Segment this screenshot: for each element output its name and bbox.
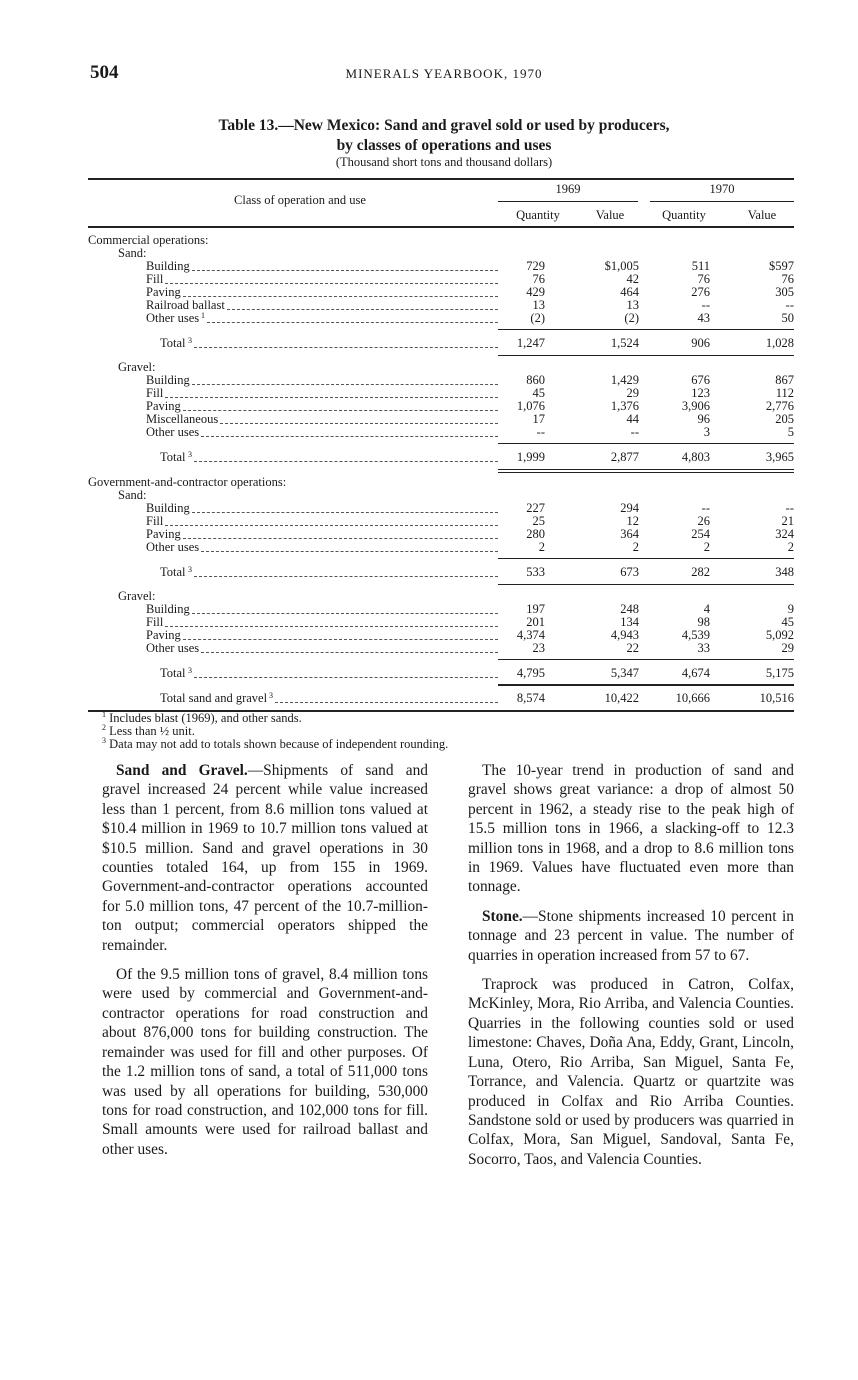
row-label: Paving	[146, 399, 181, 413]
cell-q2: --	[701, 298, 710, 312]
footnote-1: $^1$ Includes blast (1969), and other sands.	[102, 709, 302, 725]
cell-q1: 17	[532, 412, 545, 426]
page-number: 504	[90, 62, 119, 83]
table-title-line-1: Table 13.—New Mexico: Sand and gravel sold or used by producers,	[218, 117, 670, 134]
class-column-header: Class of operation and use	[234, 193, 366, 207]
table-row: Total 3 533 673 282 348	[160, 565, 794, 579]
total-rule	[498, 472, 794, 473]
row-label: Sand:	[118, 488, 147, 502]
table-row	[88, 515, 794, 528]
cell-v1: 248	[620, 602, 639, 616]
cell-q1: 1,076	[516, 399, 545, 413]
table-row	[88, 476, 794, 489]
table-row	[88, 426, 794, 439]
dot-leader	[194, 347, 498, 348]
footnote-2: $^2$ Less than ½ unit.	[102, 722, 195, 738]
paragraph-traprock: Traprock was produced in Catron, Colfax, McKinley, Mora, Rio Arriba, and Valencia Counties. Quarries in the following counties sold or used limestone: Chaves, Doña Ana, Eddy, Grant, Lincoln, Luna, Otero, Rio Arriba, San Miguel, Santa Fe, Torrance, and Valencia. Quartz or quartzite was produced in Colfax and Rio Arriba Counties. Sandstone sold or used by producers was quarried in Colfax, Mora, San Miguel, Sandoval, Santa Fe, Socorro, Taos, and Valencia Counties.	[468, 976, 794, 1168]
dot-leader	[165, 525, 498, 526]
dot-leader	[192, 384, 498, 385]
paragraph-stone: Stone.—Stone shipments increased 10 percent in tonnage and 23 percent in value. The number of quarries in operation increased from 57 to 67.	[468, 907, 794, 964]
cell-q2: 33	[697, 641, 710, 655]
table-row: Total 3 1,999 2,877 4,803 3,965	[160, 450, 794, 464]
heading-sand-and-gravel: Sand and Gravel.	[116, 762, 248, 779]
row-label: Gravel:	[118, 589, 156, 603]
row-label: Other uses	[146, 425, 200, 439]
cell-v1: 1,429	[610, 373, 639, 387]
table-row	[88, 234, 794, 247]
dot-leader	[227, 309, 498, 310]
row-label: Other uses	[146, 311, 200, 325]
cell-v1: 22	[626, 641, 639, 655]
row-label: Sand:	[118, 246, 147, 260]
row-label: Building	[146, 602, 190, 616]
total-rule	[498, 329, 794, 330]
row-label: Fill	[146, 615, 164, 629]
year-1969-rule	[498, 201, 638, 202]
cell-q1: 197	[526, 602, 545, 616]
cell-q1: 1,247	[516, 336, 545, 350]
cell-v1: 29	[626, 386, 639, 400]
paragraph-sand-and-gravel: Sand and Gravel.—Shipments of sand and gravel increased 24 percent while value increased less than 1 percent, from 8.6 million tons valued at $10.4 million in 1969 to 10.7 million tons valued at $10.5 million. Sand and gravel operations in 30 counties totaled 164, up from 155 in 1969. Government-and-contractor operations accounted for 5.0 million tons, 47 percent of the 10.7-million-ton output; commercial operators shipped the remainder.	[102, 762, 428, 954]
table-row: Total 3 1,247 1,524 906 1,028	[160, 336, 794, 350]
table-row	[88, 489, 794, 502]
year-1970-header: 1970	[709, 182, 735, 196]
dot-leader	[192, 512, 498, 513]
cell-v2: 5,175	[765, 666, 794, 680]
row-label: Total	[160, 450, 186, 464]
cell-q1: 23	[532, 641, 545, 655]
dot-leader	[165, 397, 498, 398]
cell-q2: 4,674	[681, 666, 710, 680]
cell-q2: 10,666	[675, 691, 710, 705]
cell-v1: 2	[632, 540, 639, 554]
cell-v2: --	[785, 501, 794, 515]
total-rule	[498, 355, 794, 356]
dot-leader	[201, 436, 498, 437]
cell-q1: (2)	[530, 311, 545, 325]
table-row	[88, 260, 794, 273]
dot-leader	[194, 461, 498, 462]
row-label: Other uses	[146, 540, 200, 554]
cell-v2: 29	[781, 641, 794, 655]
cell-v1: 4,943	[610, 628, 639, 642]
cell-v1: 44	[626, 412, 639, 426]
total-rule	[498, 558, 794, 559]
cell-v2: 3,965	[765, 450, 794, 464]
cell-v2: 348	[775, 565, 794, 579]
row-label: Building	[146, 373, 190, 387]
cell-v1: 1,376	[610, 399, 639, 413]
cell-q1: 201	[526, 615, 545, 629]
running-title: MINERALS YEARBOOK, 1970	[345, 66, 543, 81]
total-rule	[498, 685, 794, 686]
row-label: Other uses	[146, 641, 200, 655]
cell-v2: 9	[787, 602, 794, 616]
cell-v1: 42	[626, 272, 639, 286]
row-label: Total	[160, 565, 186, 579]
dot-leader	[183, 538, 498, 539]
row-label: Fill	[146, 514, 164, 528]
row-label: Fill	[146, 386, 164, 400]
cell-q2: 676	[691, 373, 710, 387]
row-label: Total	[160, 336, 186, 350]
table-title-line-2: by classes of operations and uses	[336, 137, 552, 154]
table-row	[88, 273, 794, 286]
cell-v2: 21	[781, 514, 794, 528]
dot-leader	[192, 613, 498, 614]
quantity-1969-header: Quantity	[516, 208, 560, 222]
cell-v1: 5,347	[610, 666, 639, 680]
cell-v2: 2,776	[765, 399, 794, 413]
cell-q1: 4,795	[516, 666, 545, 680]
cell-v2: $597	[769, 259, 794, 273]
cell-v1: 364	[620, 527, 639, 541]
paragraph-ten-year-trend: The 10-year trend in production of sand and gravel shows great variance: a drop of almost 50 percent in 1962, a steady rise to the peak high of 15.5 million tons in 1966, a slacking-off to 12.3 million tons in 1968, and a drop to 8.6 million tons in 1969. Values have fluctuated even more than tonnage.	[468, 762, 794, 896]
cell-v2: 112	[775, 386, 794, 400]
dot-leader	[192, 270, 498, 271]
cell-v2: 10,516	[759, 691, 794, 705]
header-bottom-rule	[88, 226, 794, 228]
quantity-1970-header: Quantity	[662, 208, 706, 222]
cell-v1: 12	[626, 514, 639, 528]
cell-q1: 45	[532, 386, 545, 400]
cell-q1: 76	[532, 272, 545, 286]
year-1970-rule	[650, 201, 794, 202]
footnote-3: $^3$ Data may not add to totals shown because of independent rounding.	[102, 735, 449, 751]
body-column-left	[102, 761, 428, 1169]
cell-v1: 294	[620, 501, 639, 515]
cell-v1: 2,877	[610, 450, 639, 464]
cell-q2: 123	[691, 386, 710, 400]
dot-leader	[183, 639, 498, 640]
total-rule	[498, 659, 794, 660]
row-label: Paving	[146, 285, 181, 299]
cell-q1: 533	[526, 565, 545, 579]
dot-leader	[183, 410, 498, 411]
cell-q2: 4,539	[681, 628, 710, 642]
cell-v2: 324	[775, 527, 794, 541]
cell-q1: 429	[526, 285, 545, 299]
table-row	[88, 541, 794, 554]
cell-v1: $1,005	[604, 259, 639, 273]
row-label: Paving	[146, 527, 181, 541]
table-row	[88, 374, 794, 387]
cell-q1: 860	[526, 373, 545, 387]
cell-v2: 76	[781, 272, 794, 286]
cell-q2: 3,906	[681, 399, 710, 413]
row-label: Gravel:	[118, 360, 156, 374]
cell-q2: 254	[691, 527, 710, 541]
cell-v1: 13	[626, 298, 639, 312]
cell-v2: 305	[775, 285, 794, 299]
cell-v1: (2)	[624, 311, 639, 325]
cell-q2: 511	[691, 259, 710, 273]
cell-q1: --	[536, 425, 545, 439]
dot-leader	[194, 576, 498, 577]
cell-q2: 906	[691, 336, 710, 350]
cell-v1: 464	[620, 285, 639, 299]
table-subtitle: (Thousand short tons and thousand dollars)	[335, 155, 553, 169]
table-title	[0, 116, 858, 156]
cell-v1: 10,422	[604, 691, 639, 705]
dot-leader	[207, 322, 498, 323]
dot-leader	[201, 551, 498, 552]
cell-v2: 45	[781, 615, 794, 629]
cell-q1: 4,374	[516, 628, 545, 642]
table-row: Other uses 1 (2) (2) 43 50	[146, 311, 794, 325]
cell-q1: 1,999	[516, 450, 545, 464]
cell-v1: 673	[620, 565, 639, 579]
row-label: Total sand and gravel	[160, 691, 268, 705]
table-row: Total sand and gravel 3 8,574 10,422 10,666 10,516	[160, 691, 794, 705]
row-label: Building	[146, 259, 190, 273]
table-row	[88, 590, 794, 603]
dot-leader	[183, 296, 498, 297]
cell-v2: 867	[775, 373, 794, 387]
cell-q2: 4	[703, 602, 710, 616]
cell-q1: 227	[526, 501, 545, 515]
table-top-rule	[88, 178, 794, 180]
table-row	[88, 247, 794, 260]
cell-q2: 43	[697, 311, 710, 325]
cell-q1: 280	[526, 527, 545, 541]
cell-q2: 4,803	[681, 450, 710, 464]
cell-v2: 5,092	[765, 628, 794, 642]
dot-leader	[275, 702, 498, 703]
row-label: Paving	[146, 628, 181, 642]
dot-leader	[194, 677, 498, 678]
cell-v2: 5	[787, 425, 794, 439]
cell-q1: 2	[538, 540, 545, 554]
row-label: Railroad ballast	[146, 298, 225, 312]
heading-stone: Stone.	[482, 907, 523, 925]
row-label: Miscellaneous	[146, 412, 219, 426]
total-rule	[498, 584, 794, 585]
cell-q2: 2	[703, 540, 710, 554]
row-label: Building	[146, 501, 190, 515]
cell-v2: 1,028	[765, 336, 794, 350]
cell-v1: 1,524	[610, 336, 639, 350]
table-row	[88, 502, 794, 515]
table-row	[88, 361, 794, 374]
cell-q2: 76	[697, 272, 710, 286]
table-row	[88, 642, 794, 655]
total-rule	[498, 684, 794, 685]
year-1969-header: 1969	[555, 182, 581, 196]
cell-q2: 3	[703, 425, 710, 439]
cell-v2: 50	[781, 311, 794, 325]
cell-v2: 2	[787, 540, 794, 554]
dot-leader	[201, 652, 498, 653]
cell-q2: 98	[697, 615, 710, 629]
cell-q2: 96	[697, 412, 710, 426]
dot-leader	[165, 626, 498, 627]
cell-q1: 13	[532, 298, 545, 312]
row-label: Fill	[146, 272, 164, 286]
table-row	[88, 603, 794, 616]
cell-q1: 729	[526, 259, 545, 273]
row-label: Government-and-contractor operations:	[88, 475, 287, 489]
cell-q2: 26	[697, 514, 710, 528]
cell-v1: 134	[620, 615, 639, 629]
cell-q2: 282	[691, 565, 710, 579]
row-label: Total	[160, 666, 186, 680]
cell-q2: 276	[691, 285, 710, 299]
total-rule	[498, 443, 794, 444]
cell-q2: --	[701, 501, 710, 515]
cell-q1: 25	[532, 514, 545, 528]
cell-v1: --	[630, 425, 639, 439]
cell-v2: 205	[775, 412, 794, 426]
table-row: Total 3 4,795 5,347 4,674 5,175	[160, 666, 794, 680]
row-label: Commercial operations:	[88, 233, 209, 247]
value-1969-header: Value	[595, 208, 625, 222]
cell-v2: --	[785, 298, 794, 312]
value-1970-header: Value	[747, 208, 777, 222]
paragraph-gravel-uses: Of the 9.5 million tons of gravel, 8.4 million tons were used by commercial and Government-and-contractor operations for road construction and about 876,000 tons for building construction. The remainder was used for fill and other purposes. Of the 1.2 million tons of sand, a total of 511,000 tons was used by all operations for building, 530,000 tons for road construction, and 102,000 tons for fill. Small amounts were used for railroad ballast and other uses.	[102, 966, 428, 1158]
body-column-right	[468, 761, 794, 1179]
cell-q1: 8,574	[516, 691, 545, 705]
dot-leader	[220, 423, 498, 424]
dot-leader	[165, 283, 498, 284]
total-rule	[498, 469, 794, 470]
